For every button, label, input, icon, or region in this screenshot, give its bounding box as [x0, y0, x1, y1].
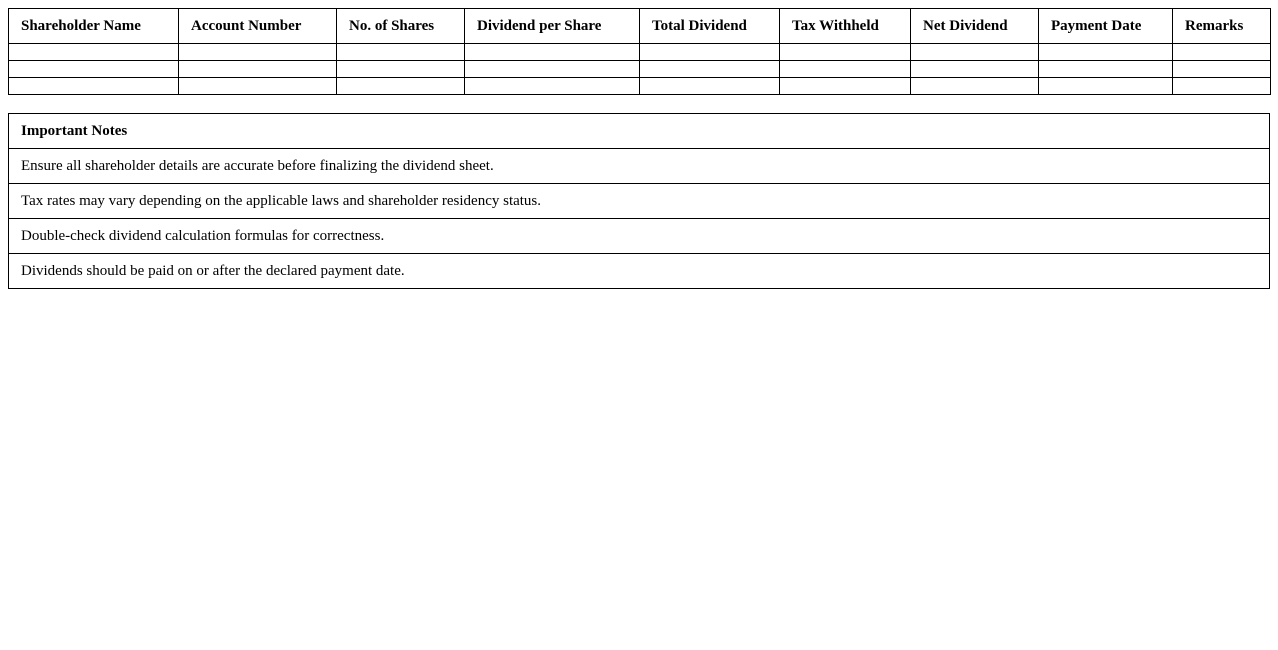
table-cell[interactable] [1039, 78, 1173, 95]
note-row [9, 184, 1270, 219]
column-header-payment-date: Payment Date [1039, 9, 1173, 44]
table-cell[interactable] [1039, 61, 1173, 78]
column-header-total-dividend: Total Dividend [640, 9, 780, 44]
header-row [9, 9, 1271, 44]
note-item: Tax rates may vary depending on the applicable laws and shareholder residency status. [9, 184, 1270, 219]
table-cell[interactable] [780, 44, 911, 61]
dividend-table-header [9, 9, 1271, 44]
column-header-shareholder-name: Shareholder Name [9, 9, 179, 44]
column-header-dividend-per-share: Dividend per Share [465, 9, 640, 44]
table-cell[interactable] [9, 44, 179, 61]
column-header-account-number: Account Number [179, 9, 337, 44]
table-row [9, 78, 1271, 95]
table-cell[interactable] [640, 78, 780, 95]
note-row [9, 149, 1270, 184]
column-header-net-dividend: Net Dividend [911, 9, 1039, 44]
important-notes-table [8, 113, 1270, 289]
note-item: Ensure all shareholder details are accurate before finalizing the dividend sheet. [9, 149, 1270, 184]
notes-header [9, 114, 1270, 149]
notes-header-row [9, 114, 1270, 149]
column-header-tax-withheld: Tax Withheld [780, 9, 911, 44]
table-cell[interactable] [179, 44, 337, 61]
note-row [9, 254, 1270, 289]
table-cell[interactable] [780, 78, 911, 95]
table-cell[interactable] [337, 61, 465, 78]
table-cell[interactable] [179, 78, 337, 95]
column-header-no-of-shares: No. of Shares [337, 9, 465, 44]
table-cell[interactable] [911, 44, 1039, 61]
table-cell[interactable] [9, 61, 179, 78]
note-item: Double-check dividend calculation formulas for correctness. [9, 219, 1270, 254]
table-cell[interactable] [780, 61, 911, 78]
table-cell[interactable] [337, 44, 465, 61]
table-cell[interactable] [465, 44, 640, 61]
table-cell[interactable] [640, 61, 780, 78]
table-cell[interactable] [179, 61, 337, 78]
table-cell[interactable] [911, 61, 1039, 78]
table-cell[interactable] [640, 44, 780, 61]
notes-body [9, 149, 1270, 289]
table-cell[interactable] [465, 78, 640, 95]
notes-title: Important Notes [9, 114, 1270, 149]
table-cell[interactable] [465, 61, 640, 78]
table-cell[interactable] [337, 78, 465, 95]
table-cell[interactable] [911, 78, 1039, 95]
dividend-table [8, 8, 1271, 95]
table-cell[interactable] [1173, 44, 1271, 61]
table-cell[interactable] [9, 78, 179, 95]
table-row [9, 44, 1271, 61]
note-item: Dividends should be paid on or after the declared payment date. [9, 254, 1270, 289]
note-row [9, 219, 1270, 254]
dividend-table-body [9, 44, 1271, 95]
column-header-remarks: Remarks [1173, 9, 1271, 44]
table-row [9, 61, 1271, 78]
table-cell[interactable] [1173, 61, 1271, 78]
table-cell[interactable] [1039, 44, 1173, 61]
table-cell[interactable] [1173, 78, 1271, 95]
